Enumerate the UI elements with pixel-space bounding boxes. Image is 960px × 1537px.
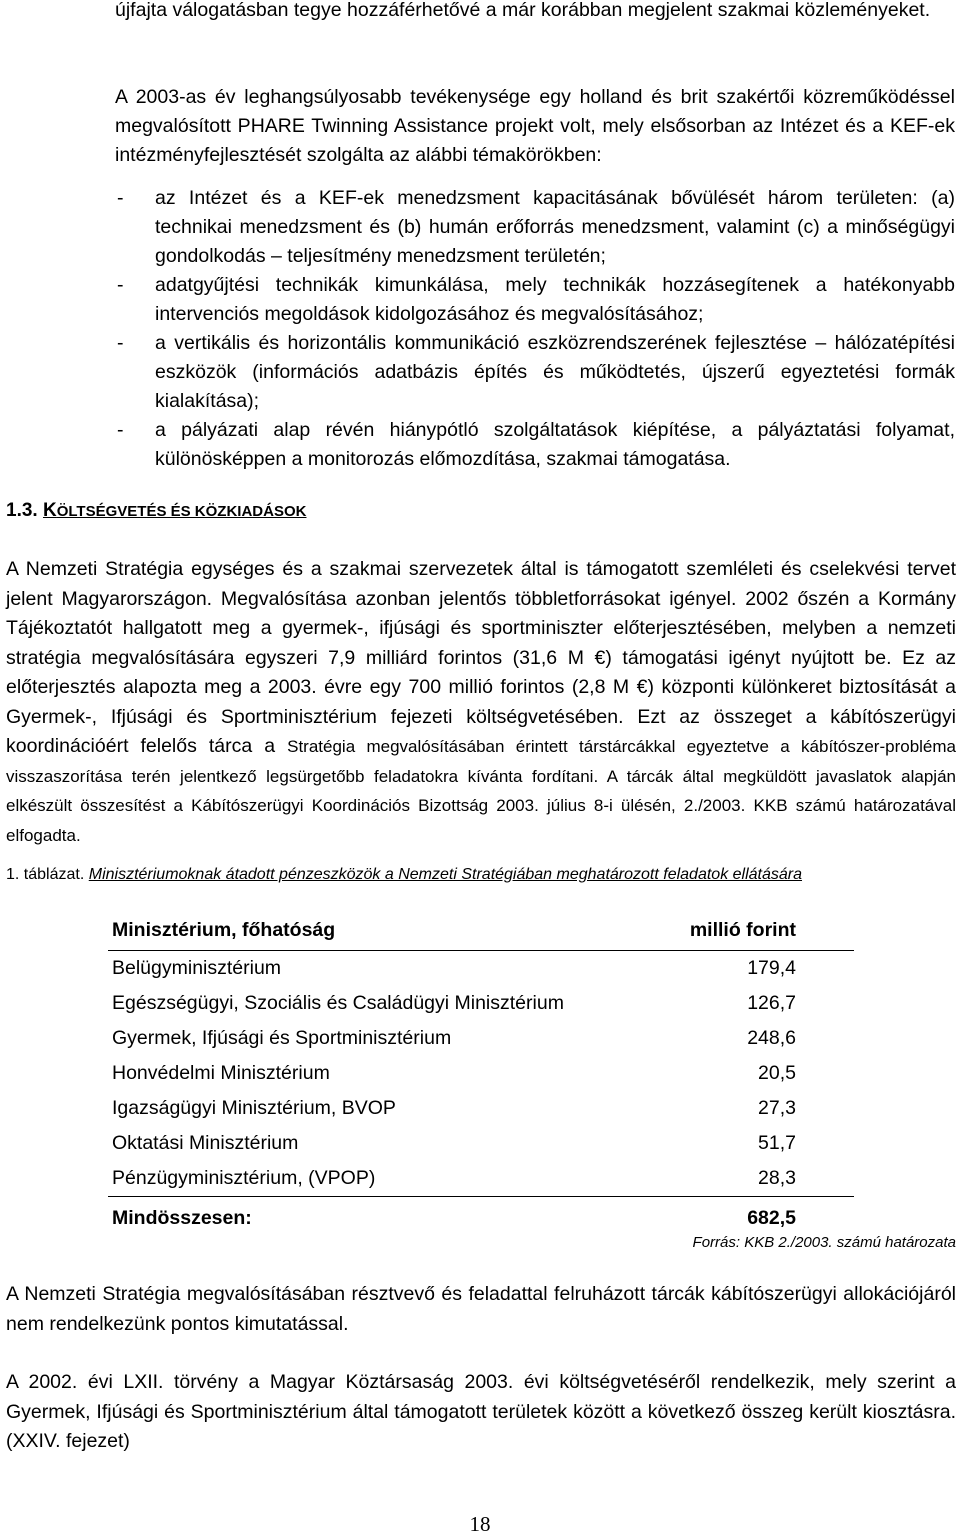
list-item	[115, 329, 955, 416]
funding-table	[108, 913, 854, 1236]
ministry-cell: Belügyminisztérium	[112, 957, 282, 979]
section-title-initial: K	[42, 500, 57, 521]
column-header-ministry: Minisztérium, főhatóság	[108, 913, 654, 951]
section-number: 1.3.	[6, 500, 38, 521]
section-title-rest: ÖLTSÉGVETÉS ÉS KÖZKIADÁSOK	[56, 503, 307, 520]
ministry-cell: Egészségügyi, Szociális és Családügyi Minisztérium	[112, 992, 564, 1014]
budget-paragraph-main: A Nemzeti Stratégia egységes és a szakmai szervezetek által is támogatott szemléleti és cselekvési tervet jelent Magyarországon. Megvalósítása azonban jelentős többletforrásokat igényel. 2002 őszén a Kormány Tájékoztatót hallgatott meg a gyermek-, ifjúsági és sportminiszter előterjesztésében, melyben a nemzeti stratégia megvalósítására egyszeri 7,9 milliárd forintos (31,6 M €) támogatási igényt nyújtott be. Ez az előterjesztés alapozta meg a 2003. évre egy 700 millió forintos (2,8 M €) központi különkeret biztosítását a Gyermek-, Ifjúsági és Sportminisztérium fejezeti költségvetésében. Ezt az összeget a kábítószerügyi koordinációért felelős tárca a	[6, 558, 956, 757]
table-row	[108, 986, 854, 1021]
table-row	[108, 1091, 854, 1126]
bullet-dash: -	[117, 274, 124, 296]
table-header-row	[108, 913, 854, 951]
table-row	[108, 1021, 854, 1056]
table-source-note: Forrás: KKB 2./2003. számú határozata	[692, 1234, 956, 1251]
list-item	[115, 416, 955, 474]
list-item	[115, 184, 955, 271]
amount-cell: 248,6	[747, 1027, 796, 1049]
law-paragraph: A 2002. évi LXII. törvény a Magyar Köztársaság 2003. évi költségvetéséről rendelkezik, mely szerint a Gyermek, Ifjúsági és Sportminisztérium által támogatott területek között a következő összeg került kiosztásra. (XXIV. fejezet)	[6, 1371, 956, 1452]
table-row	[108, 1161, 854, 1197]
table-total-row	[108, 1197, 854, 1237]
twinning-paragraph: A 2003-as év leghangsúlyosabb tevékenysége egy holland és brit szakértői közreműködéssel megvalósított PHARE Twinning Assistance projekt volt, mely elsősorban az Intézet és a KEF-ek intézményfejlesztését szolgálta az alábbi témakörökben:	[115, 86, 955, 166]
bullet-dash: -	[117, 187, 124, 209]
amount-cell: 20,5	[758, 1062, 796, 1084]
table-row	[108, 1056, 854, 1091]
amount-cell: 27,3	[758, 1097, 796, 1119]
budget-paragraph-continued: Stratégia megvalósításában érintett társtárcákkal egyeztetve a kábítószer-probléma visszaszorítása terén jelentkező legsürgetőbb feladatokra kívánta fordítani. A tárcák által megküldött javaslatok alapján elkészült összesítést a Kábítószerügyi Koordinációs Bizottság 2003. július 8-i ülésén, 2./2003. KKB számú határozatával elfogadta.	[6, 737, 956, 845]
ministry-cell: Oktatási Minisztérium	[112, 1132, 299, 1154]
table-row	[108, 951, 854, 987]
total-amount: 682,5	[747, 1207, 796, 1229]
ministry-cell: Gyermek, Ifjúsági és Sportminisztérium	[112, 1027, 452, 1049]
table-caption	[6, 866, 802, 884]
table-row	[108, 1126, 854, 1161]
ministry-cell: Pénzügyminisztérium, (VPOP)	[108, 1161, 654, 1197]
ministry-cell: Igazságügyi Minisztérium, BVOP	[112, 1097, 396, 1119]
page-number: 18	[469, 1512, 491, 1536]
table-caption-title: Minisztériumoknak átadott pénzeszközök a Nemzeti Stratégiában meghatározott feladatok ellátására	[88, 866, 803, 883]
table-caption-label: 1. táblázat.	[6, 866, 85, 883]
list-item-text: a pályázati alap révén hiánypótló szolgáltatások kiépítése, a pályáztatási folyamat, különösképpen a monitorozás előmozdítása, szakmai támogatása.	[155, 419, 955, 470]
amount-cell: 28,3	[654, 1161, 854, 1197]
section-title	[43, 500, 306, 521]
column-header-amount: millió forint	[654, 913, 854, 951]
budget-paragraph	[6, 555, 956, 850]
list-item-text: adatgyűjtési technikák kimunkálása, mely technikák hozzásegítenek a hatékonyabb intervenciós megoldások kidolgozásához és megvalósításához;	[155, 274, 955, 325]
allocation-paragraph: A Nemzeti Stratégia megvalósításában résztvevő és feladattal felruházott tárcák kábítószerügyi allokációjáról nem rendelkezünk pontos kimutatással.	[6, 1283, 956, 1335]
section-heading	[6, 500, 306, 522]
amount-cell: 51,7	[758, 1132, 796, 1154]
total-label: Mindösszesen:	[112, 1207, 252, 1229]
ministry-cell: Honvédelmi Minisztérium	[112, 1062, 330, 1084]
bullet-dash: -	[117, 419, 124, 441]
amount-cell: 126,7	[747, 992, 796, 1014]
bullet-dash: -	[117, 332, 124, 354]
list-item-text: az Intézet és a KEF-ek menedzsment kapacitásának bővülését három területen: (a) technikai menedzsment és (b) humán erőforrás menedzsment, valamint (c) a minőségügyi gondolkodás – teljesítmény menedzsment területén;	[155, 187, 955, 267]
twinning-topic-list	[115, 184, 955, 474]
list-item	[115, 271, 955, 329]
amount-cell: 179,4	[747, 957, 796, 979]
intro-continuation: újfajta válogatásban tegye hozzáférhetővé a már korábban megjelent szakmai közleményeket.	[115, 0, 931, 21]
list-item-text: a vertikális és horizontális kommunikáció eszközrendszerének fejlesztése – hálózatépítési eszközök (információs adatbázis építés és működtetés, újszerű egyeztetési formák kialakítása);	[155, 332, 955, 412]
